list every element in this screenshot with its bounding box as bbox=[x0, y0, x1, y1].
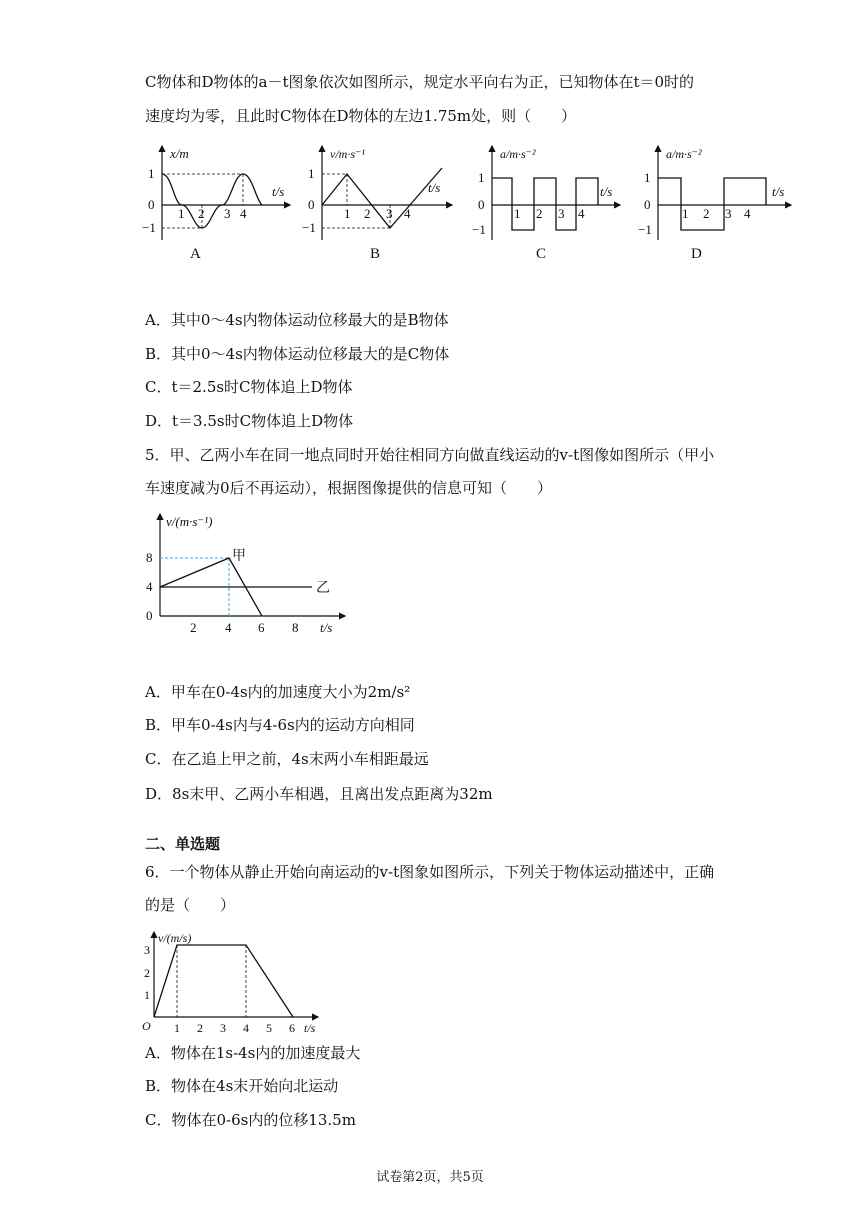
tick: 8 bbox=[146, 550, 153, 565]
q6-origin: O bbox=[142, 1019, 151, 1033]
tick: 5 bbox=[266, 1021, 272, 1034]
tick: 3 bbox=[725, 206, 732, 221]
q5-option-b: B．甲车0-4s内与4-6s内的运动方向相同 bbox=[145, 716, 415, 734]
tick: 0 bbox=[308, 197, 315, 212]
q6-xlabel: t/s bbox=[304, 1021, 316, 1034]
tick: 1 bbox=[178, 206, 185, 221]
graph-b-xlabel: t/s bbox=[428, 180, 441, 195]
q5-chart bbox=[140, 508, 370, 638]
q6-line bbox=[154, 945, 293, 1017]
tick: 1 bbox=[514, 206, 521, 221]
graph-a-xlabel: t/s bbox=[272, 184, 285, 199]
q4-graph-a bbox=[140, 140, 300, 270]
graph-b-line bbox=[322, 168, 442, 228]
section-heading: 二、单选题 bbox=[145, 835, 221, 853]
q4-option-b: B．其中0～4s内物体运动位移最大的是C物体 bbox=[145, 345, 450, 363]
tick: −1 bbox=[638, 222, 652, 237]
q4-graph-d bbox=[636, 140, 801, 270]
tick: 3 bbox=[558, 206, 565, 221]
tick: 4 bbox=[744, 206, 751, 221]
graph-b-ylabel: v/m·s⁻¹ bbox=[330, 147, 365, 161]
tick: 0 bbox=[146, 608, 153, 623]
tick: 4 bbox=[578, 206, 585, 221]
label-yi: 乙 bbox=[316, 581, 330, 596]
q6-option-a: A．物体在1s-4s内的加速度最大 bbox=[145, 1044, 361, 1062]
tick: 3 bbox=[220, 1021, 226, 1034]
tick: 2 bbox=[190, 620, 197, 635]
tick: 1 bbox=[644, 170, 651, 185]
graph-d-xlabel: t/s bbox=[772, 184, 785, 199]
graph-b-caption: B bbox=[370, 246, 381, 262]
q6-stem-line2: 的是（ ） bbox=[145, 896, 236, 914]
tick: 1 bbox=[174, 1021, 180, 1034]
tick: 4 bbox=[404, 206, 411, 221]
q4-option-d: D．t＝3.5s时C物体追上D物体 bbox=[145, 412, 354, 430]
tick: 3 bbox=[144, 943, 150, 957]
graph-a-ylabel: x/m bbox=[170, 146, 189, 161]
tick: 1 bbox=[308, 166, 315, 181]
tick: 1 bbox=[148, 166, 155, 181]
tick: 1 bbox=[478, 170, 485, 185]
label-jia: 甲 bbox=[232, 549, 246, 564]
graph-c-ylabel: a/m·s⁻² bbox=[500, 147, 536, 161]
tick: 6 bbox=[289, 1021, 295, 1034]
q4-graph-b bbox=[302, 140, 462, 270]
tick: 2 bbox=[703, 206, 710, 221]
q4-option-c: C．t＝2.5s时C物体追上D物体 bbox=[145, 378, 353, 396]
tick: 2 bbox=[144, 966, 150, 980]
q5-option-a: A．甲车在0-4s内的加速度大小为2m/s² bbox=[145, 683, 411, 701]
tick: 2 bbox=[198, 206, 205, 221]
q5-option-c: C．在乙追上甲之前，4s末两小车相距最远 bbox=[145, 750, 429, 768]
q6-stem-line1: 6．一个物体从静止开始向南运动的v-t图象如图所示，下列关于物体运动描述中，正确 bbox=[145, 863, 715, 881]
q6-chart bbox=[140, 926, 325, 1034]
tick: 3 bbox=[224, 206, 231, 221]
graph-a-caption: A bbox=[190, 246, 201, 262]
graph-d-caption: D bbox=[691, 246, 702, 262]
tick: 1 bbox=[344, 206, 351, 221]
q6-option-b: B．物体在4s末开始向北运动 bbox=[145, 1077, 339, 1095]
q6-option-c: C．物体在0-6s内的位移13.5m bbox=[145, 1111, 356, 1129]
q5-stem-line1: 5．甲、乙两小车在同一地点同时开始往相同方向做直线运动的v-t图像如图所示（甲小 bbox=[145, 446, 715, 464]
tick: 1 bbox=[682, 206, 689, 221]
graph-d-ylabel: a/m·s⁻² bbox=[666, 147, 702, 161]
q4-graph-c bbox=[470, 140, 630, 270]
q6-ylabel: v/(m/s) bbox=[158, 931, 192, 945]
graph-d-line bbox=[658, 178, 766, 230]
tick: 8 bbox=[292, 620, 299, 635]
tick: 2 bbox=[197, 1021, 203, 1034]
tick: −1 bbox=[302, 220, 316, 235]
tick: 2 bbox=[364, 206, 371, 221]
graph-c-xlabel: t/s bbox=[600, 184, 613, 199]
page-footer: 试卷第2页，共5页 bbox=[376, 1170, 484, 1185]
graph-c-caption: C bbox=[536, 246, 547, 262]
q5-stem-line2: 车速度减为0后不再运动），根据图像提供的信息可知（ ） bbox=[145, 479, 553, 497]
q5-ylabel: v/(m·s⁻¹) bbox=[166, 514, 213, 529]
tick: 0 bbox=[478, 197, 485, 212]
tick: 4 bbox=[146, 579, 153, 594]
tick: 0 bbox=[644, 197, 651, 212]
graph-a-curve bbox=[162, 174, 262, 228]
tick: 4 bbox=[243, 1021, 249, 1034]
q5-xlabel: t/s bbox=[320, 620, 333, 635]
tick: 4 bbox=[225, 620, 232, 635]
tick: 4 bbox=[240, 206, 247, 221]
q4-stem-line1: C物体和D物体的a－t图象依次如图所示，规定水平向右为正，已知物体在t＝0时的 bbox=[145, 73, 695, 91]
q4-option-a: A．其中0～4s内物体运动位移最大的是B物体 bbox=[145, 311, 449, 329]
tick: 6 bbox=[258, 620, 265, 635]
tick: 1 bbox=[144, 988, 150, 1002]
graph-c-line bbox=[492, 178, 598, 230]
q5-option-d: D．8s末甲、乙两小车相遇，且离出发点距离为32m bbox=[145, 785, 493, 803]
tick: −1 bbox=[472, 222, 486, 237]
q4-stem-line2: 速度均为零，且此时C物体在D物体的左边1.75m处，则（ ） bbox=[145, 107, 577, 125]
tick: −1 bbox=[142, 220, 156, 235]
tick: 0 bbox=[148, 197, 155, 212]
tick: 2 bbox=[536, 206, 543, 221]
tick: 3 bbox=[386, 206, 393, 221]
